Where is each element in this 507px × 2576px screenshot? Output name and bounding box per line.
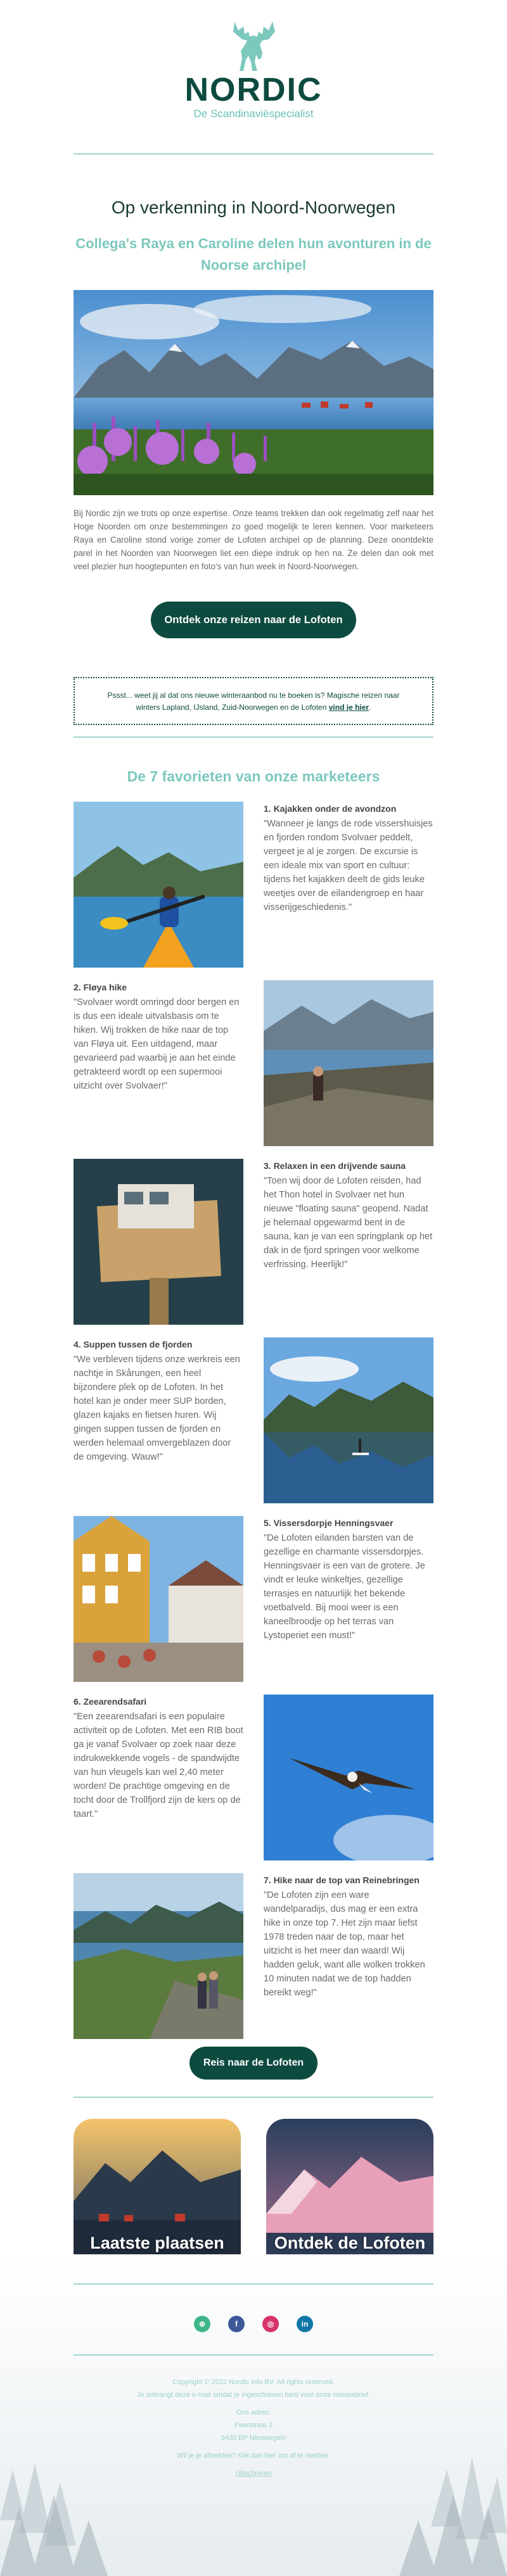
logo-text: NORDIC <box>184 72 323 108</box>
notice-link[interactable]: vind je hier <box>328 703 369 712</box>
card-summer-label: Laatste plaatsen <box>90 2233 224 2252</box>
notice-end: . <box>369 703 371 712</box>
favorite-1-text: "Wanneer je langs de rode vissershuisjes en fjorden rondom Svolvaer peddelt, vergeet je al je zorgen. De excursie is een ideale mix van sport en cultuur: tijdens het kajakken deelt de gids leuke weetjes over de eilandengroep en haar visserijgeschiedenis." <box>264 819 433 912</box>
favorite-6 <box>74 1695 243 1821</box>
favorite-image-henningsvaer <box>74 1516 243 1682</box>
footer-street: Peerstraat 2 <box>234 2421 273 2429</box>
favorite-5-title: 5. Vissersdorpje Henningsvaer <box>264 1518 394 1528</box>
favorite-7-text: "De Lofoten zijn een ware wandelparadijs, dus mag er een extra hike in onze top 7. Het zijn maar liefst 1978 treden naar de top, maar het uitzicht is het meer dan waard! Wij hadden geluk, want alle wolken trokken 10 minuten nadat we de top hadden bereikt weg!" <box>264 1890 425 1998</box>
favorite-image-reinebringen <box>74 1873 243 2039</box>
favorite-4-title: 4. Suppen tussen de fjorden <box>74 1339 193 1349</box>
favorite-6-text: "Een zeearendsafari is een populaire activiteit op de Lofoten. Met een RIB boot ga je vanaf Svolvaer op zoek naar deze indrukwekkende vogels - de spandwijdte van hun vleugels kan wel 2,40 meter worden! De prachtige omgeving en de tocht door de Trollfjord zijn de kers op de taart." <box>74 1712 243 1819</box>
intro-body: Bij Nordic zijn we trots op onze expertise. Onze teams trekken dan ook regelmatig zelf naar het Hoge Noorden om onze bestemmingen zo goed mogelijk te leren kennen. Voor marketeers Raya en Caroline stond vorige zomer de Lofoten archipel op de planning. Deze onontdekte parel in het Noorden van Noorwegen liet een diepe indruk op hen na. Ze delen dan ook met veel plezier hun hoogtepunten en foto's van hun week in Noord-Noorwegen. <box>74 508 433 571</box>
favorite-3-text: "Toen wij door de Lofoten reisden, had het Thon hotel in Svolvaer net hun nieuwe "floating sauna" geopend. Nadat je helemaal opgewarmd bent in de sauna, kan je van een springplank op het dak in de fjord springen voor welkome verfrissing. Heerlijk!" <box>264 1176 433 1270</box>
logo-tagline: De Scandinaviëspecialist <box>193 108 314 120</box>
favorite-4-text: "We verbleven tijdens onze werkreis een nachtje in Skårungen, een heel bijzondere plek op de Lofoten. In het hotel kan je onder meer SUP borden, glazen kajaks en fietsen huren. Wij gingen suppen tussen de fjorden en werden helemaal omvergeblazen door de omgeving. Wauw!" <box>74 1354 240 1462</box>
favorite-2-title: 2. Fløya hike <box>74 982 127 992</box>
favorites-title: De 7 favorieten van onze marketeers <box>127 768 380 785</box>
footer-unsubscribe-text[interactable]: Wil je je afmelden? Klik dan hier om af te melden. <box>177 2452 330 2459</box>
favorite-6-title: 6. Zeearendsafari <box>74 1696 147 1707</box>
card-winter-label: Ontdek de Lofoten <box>274 2233 426 2252</box>
favorite-7 <box>264 1873 433 2000</box>
footer-preferences-link[interactable]: Uitschrijven <box>235 2470 272 2477</box>
discover-lofoten-button[interactable]: Ontdek onze reizen naar de Lofoten <box>151 602 356 638</box>
favorite-5 <box>264 1516 433 1643</box>
footer-copyright: Copyright © 2022 Nordic Info BV. All rights reserved. <box>172 2378 335 2386</box>
page-subtitle: Collega's Raya en Caroline delen hun avonturen in de Noorse archipel <box>75 236 432 273</box>
website-icon[interactable]: ⊕ <box>194 2316 210 2332</box>
divider <box>74 2097 433 2098</box>
moose-icon <box>229 18 278 72</box>
winter-offer-notice <box>74 677 433 725</box>
notice-line-1: Pssst... weet jij al dat ons nieuwe winteraanbod nu te boeken is? Magische reizen naar <box>107 691 400 700</box>
logo[interactable] <box>0 18 507 120</box>
divider <box>74 2354 433 2356</box>
facebook-icon[interactable]: f <box>228 2316 245 2332</box>
hero-image-lofoten <box>74 290 433 495</box>
favorite-7-title: 7. Hike naar de top van Reinebringen <box>264 1875 420 1885</box>
notice-line-2: winters Lapland, IJsland, Zuid-Noorwegen en de Lofoten <box>136 703 327 712</box>
footer-reason: Je ontvangt deze e-mail omdat je ingeschreven bent voor onze nieuwsbrief. <box>136 2391 371 2399</box>
favorite-1 <box>264 802 433 914</box>
footer-city: 3430 BP Nieuwegein <box>221 2434 286 2442</box>
divider <box>74 736 433 738</box>
favorite-2-text: "Svolvaer wordt omringd door bergen en is dus een ideale uitvalsbasis om te hiken. Wij trokken de hike naar de top van Fløya uit. Een uitdagend, maar gevarieerd pad waarbij je aan het einde getrakteerd wordt op een supermooi uitzicht over Svolvaer!" <box>74 997 240 1091</box>
footer <box>0 2376 507 2480</box>
favorite-4 <box>74 1337 243 1464</box>
page-title: Op verkenning in Noord-Noorwegen <box>111 198 396 217</box>
favorite-3 <box>264 1159 433 1272</box>
instagram-icon[interactable]: ◎ <box>262 2316 279 2332</box>
footer-address-label: Ons adres: <box>236 2409 271 2416</box>
favorite-image-hike <box>264 980 433 1146</box>
divider <box>74 153 433 155</box>
favorite-2 <box>74 980 243 1093</box>
favorite-5-text: "De Lofoten eilanden barsten van de gezellige en charmante vissersdorpjes. Henningsvaer is een van de grotere. Je vindt er leuke winkeltjes, gezellige terrasjes en natuurlijk het bekende voetbalveld. Bij mooi weer is een kaneelbroodje op het terras van Lystoperiet een must!" <box>264 1533 425 1641</box>
favorite-image-kayaking <box>74 802 243 968</box>
linkedin-icon[interactable]: in <box>297 2316 313 2332</box>
favorite-image-sup <box>264 1337 433 1503</box>
favorite-3-title: 3. Relaxen in een drijvende sauna <box>264 1161 406 1171</box>
travel-lofoten-button[interactable]: Reis naar de Lofoten <box>189 2047 318 2080</box>
favorite-1-title: 1. Kajakken onder de avondzon <box>264 804 397 814</box>
favorite-image-sea-eagle <box>264 1695 433 1860</box>
favorite-image-floating-sauna <box>74 1159 243 1325</box>
divider <box>74 2283 433 2285</box>
